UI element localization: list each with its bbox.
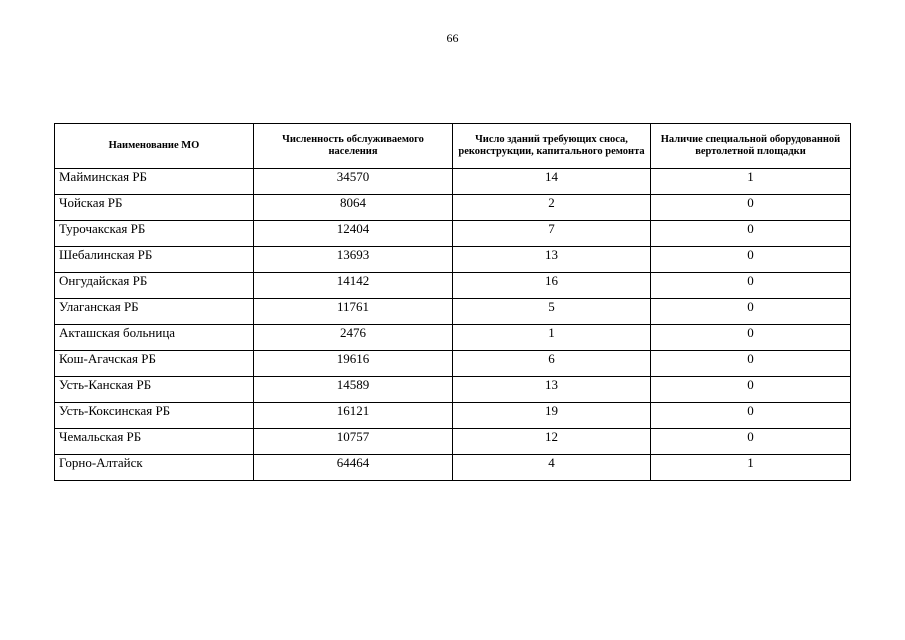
cell-helipad: 1 [651, 169, 851, 195]
table-row [55, 195, 851, 221]
header-buildings-repair: Число зданий требующих сноса, реконструкции, капитального ремонта [453, 124, 651, 169]
header-helipad: Наличие специальной оборудованной вертолетной площадки [651, 124, 851, 169]
cell-population: 2476 [254, 325, 453, 351]
cell-helipad: 0 [651, 247, 851, 273]
cell-helipad: 0 [651, 325, 851, 351]
cell-population: 16121 [254, 403, 453, 429]
cell-mo-name: Шебалинская РБ [55, 247, 254, 273]
cell-buildings: 2 [453, 195, 651, 221]
header-population: Численность обслуживаемого населения [254, 124, 453, 169]
cell-helipad: 0 [651, 195, 851, 221]
data-table [54, 123, 851, 481]
cell-mo-name: Усть-Коксинская РБ [55, 403, 254, 429]
cell-population: 10757 [254, 429, 453, 455]
table-row [55, 429, 851, 455]
cell-helipad: 1 [651, 455, 851, 481]
cell-helipad: 0 [651, 273, 851, 299]
cell-mo-name: Акташская больница [55, 325, 254, 351]
cell-helipad: 0 [651, 377, 851, 403]
cell-buildings: 4 [453, 455, 651, 481]
cell-population: 34570 [254, 169, 453, 195]
page-number: 66 [446, 31, 459, 45]
cell-mo-name: Турочакская РБ [55, 221, 254, 247]
cell-mo-name: Усть-Канская РБ [55, 377, 254, 403]
cell-buildings: 13 [453, 247, 651, 273]
header-row [55, 124, 851, 169]
cell-buildings: 13 [453, 377, 651, 403]
cell-buildings: 19 [453, 403, 651, 429]
cell-population: 11761 [254, 299, 453, 325]
table-row [55, 169, 851, 195]
cell-mo-name: Майминская РБ [55, 169, 254, 195]
cell-mo-name: Онгудайская РБ [55, 273, 254, 299]
cell-helipad: 0 [651, 429, 851, 455]
cell-helipad: 0 [651, 403, 851, 429]
cell-helipad: 0 [651, 299, 851, 325]
table-row [55, 325, 851, 351]
cell-population: 14142 [254, 273, 453, 299]
cell-mo-name: Улаганская РБ [55, 299, 254, 325]
header-mo-name: Наименование МО [55, 124, 254, 169]
cell-buildings: 12 [453, 429, 651, 455]
cell-mo-name: Чемальская РБ [55, 429, 254, 455]
cell-helipad: 0 [651, 351, 851, 377]
table-row [55, 403, 851, 429]
table-row [55, 247, 851, 273]
cell-buildings: 5 [453, 299, 651, 325]
cell-population: 12404 [254, 221, 453, 247]
table-row [55, 299, 851, 325]
cell-population: 19616 [254, 351, 453, 377]
cell-helipad: 0 [651, 221, 851, 247]
cell-mo-name: Чойская РБ [55, 195, 254, 221]
cell-population: 13693 [254, 247, 453, 273]
cell-mo-name: Кош-Агачская РБ [55, 351, 254, 377]
table-row [55, 221, 851, 247]
cell-buildings: 1 [453, 325, 651, 351]
table-row [55, 351, 851, 377]
cell-buildings: 7 [453, 221, 651, 247]
cell-population: 64464 [254, 455, 453, 481]
cell-mo-name: Горно-Алтайск [55, 455, 254, 481]
cell-buildings: 14 [453, 169, 651, 195]
cell-buildings: 6 [453, 351, 651, 377]
cell-population: 14589 [254, 377, 453, 403]
table-row [55, 455, 851, 481]
cell-population: 8064 [254, 195, 453, 221]
cell-buildings: 16 [453, 273, 651, 299]
table-row [55, 377, 851, 403]
table-row [55, 273, 851, 299]
